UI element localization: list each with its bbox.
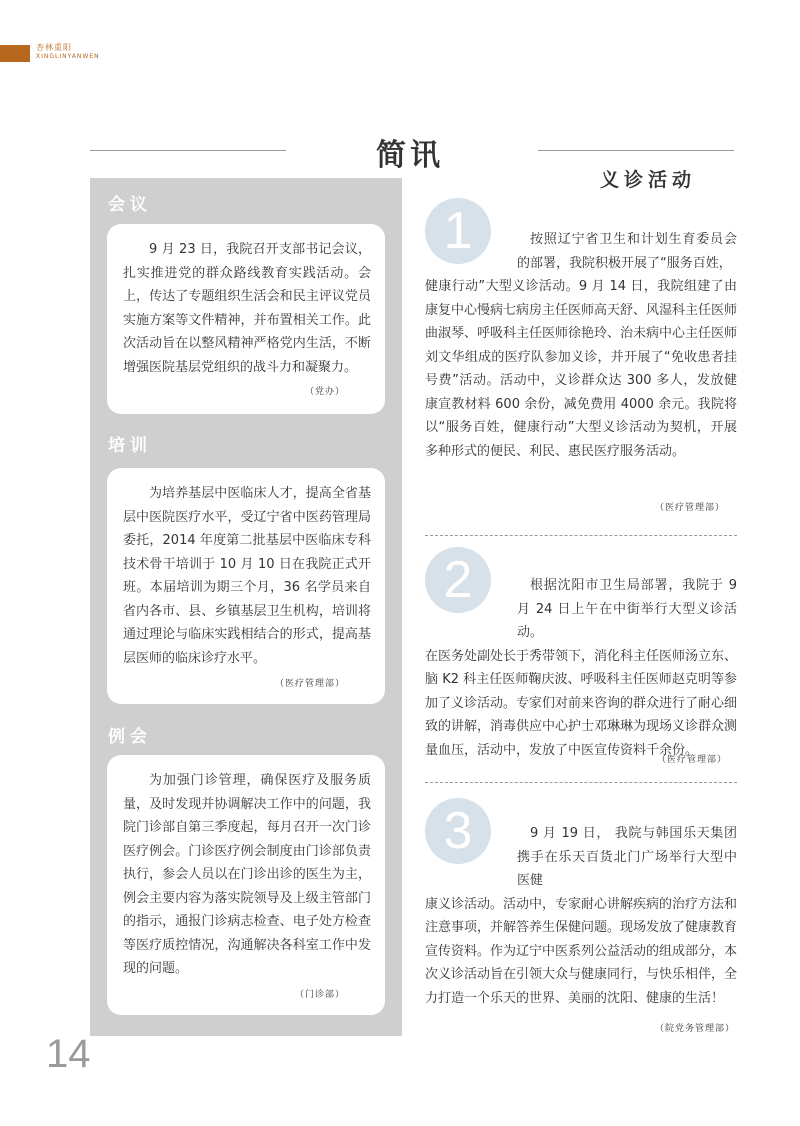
regular-meeting-text: 为加强门诊管理，确保医疗及服务质量，及时发现并协调解决工作中的问题，我院门诊部自第三季度起，每月召开一次门诊医疗例会。门诊医疗例会制度由门诊部负责执行，参会人员以在门诊出诊的医生为主，例会主要内容为落实院领导及上级主管部门的指示，通报门诊病志检查、电子处方检查等医疗质控情况，沟通解决各科室工作中发现的问题。 [123,773,371,976]
page-number: 14 [46,1032,91,1076]
regular-meeting-card [107,755,385,1015]
clinic-item-lead: 按照辽宁省卫生和计划生育委员会的部署，我院积极开展了“服务百姓， [517,232,737,271]
clinic-item-text [425,822,737,1010]
dashed-divider [425,782,737,783]
regular-meeting-heading: 例会 [108,727,152,747]
clinic-item-text [425,228,737,463]
left-news-panel [90,178,402,1036]
clinic-item-lead: 根据沈阳市卫生局部署，我院于 9 月 24 日上午在中街举行大型义诊活动。 [517,578,737,640]
magazine-name-pinyin: XINGLINYANWEN [36,53,100,60]
meeting-source: （党办） [304,387,345,397]
clinic-item-lead: 9 月 19 日， 我院与韩国乐天集团携手在乐天百货北门广场举行大型中医健 [517,826,737,888]
meeting-heading: 会议 [108,195,152,215]
clinic-item-source: （院党务管理部） [655,1024,736,1034]
clinic-item-source: （医疗管理部） [655,503,726,513]
training-text: 为培养基层中医临床人才，提高全省基层中医院医疗水平，受辽宁省中医药管理局委托，2014 年度第二批基层中医临床专科技术骨干培训于 10 月 10 日在我院正式开班。本届培训为期三个月，36 名学员来自省内各市、县、乡镇基层卫生机构，培训将通过理论与临床实践相结合的形式，提高基层医师的临床诊疗水平。 [123,486,371,666]
meeting-text: 9 月 23 日，我院召开支部书记会议，扎实推进党的群众路线教育实践活动。会上，传达了专题组织生活会和民主评议党员实施方案等文件精神，并布置相关工作。此次活动旨在以整风精神严格党内生活，不断增强医院基层党组织的战斗力和凝聚力。 [123,242,371,375]
clinic-item-source: （医疗管理部） [657,755,728,765]
item-number-badge: 3 [425,798,491,864]
dashed-divider [425,535,737,536]
training-card [107,468,385,704]
regular-meeting-source: （门诊部） [294,990,345,1000]
meeting-card [107,224,385,414]
brand-color-block [0,45,30,62]
clinic-item-text [425,574,737,762]
clinic-item-body: 康义诊活动。活动中，专家耐心讲解疾病的治疗方法和注意事项，并解答养生保健问题。现场发放了健康教育宣传资料。作为辽宁中医系列公益活动的组成部分，本次义诊活动旨在引领大众与健康同行，与快乐相伴，全力打造一个乐天的世界、美丽的沈阳、健康的生活！ [425,896,738,1006]
item-number-badge: 1 [425,198,491,264]
training-source: （医疗管理部） [274,679,345,689]
clinic-section-heading: 义诊活动 [600,169,697,191]
magazine-name: 杏林重阳 [36,43,72,52]
title-rule-left [90,150,286,151]
clinic-item-body: 健康行动”大型义诊活动。9 月 14 日，我院组建了由康复中心慢病七病房主任医师高天舒、风湿科主任医师曲淑琴、呼吸科主任医师徐艳玲、治未病中心主任医师刘文华组成的医疗队参加义诊，并开展了“免收患者挂号费”活动。活动中，义诊群众达 300 多人，发放健康宣教材料 600 余份，减免费用 4000 余元。我院将以“服务百姓，健康行动”大型义诊活动为契机，开展多种形式的便民、利民、惠民医疗服务活动。 [425,279,738,459]
training-heading: 培训 [108,436,152,456]
clinic-item-body: 在医务处副处长于秀带领下，消化科主任医师汤立东、脑 K2 科主任医师鞠庆波、呼吸科主任医师赵克明等参加了义诊活动。专家们对前来咨询的群众进行了耐心细致的讲解，消毒供应中心护士邓琳琳为现场义诊群众测量血压，活动中，发放了中医宣传资料千余份。 [425,648,738,758]
title-rule-right [538,150,734,151]
item-number-badge: 2 [425,547,491,613]
page-title: 简讯 [376,138,444,173]
